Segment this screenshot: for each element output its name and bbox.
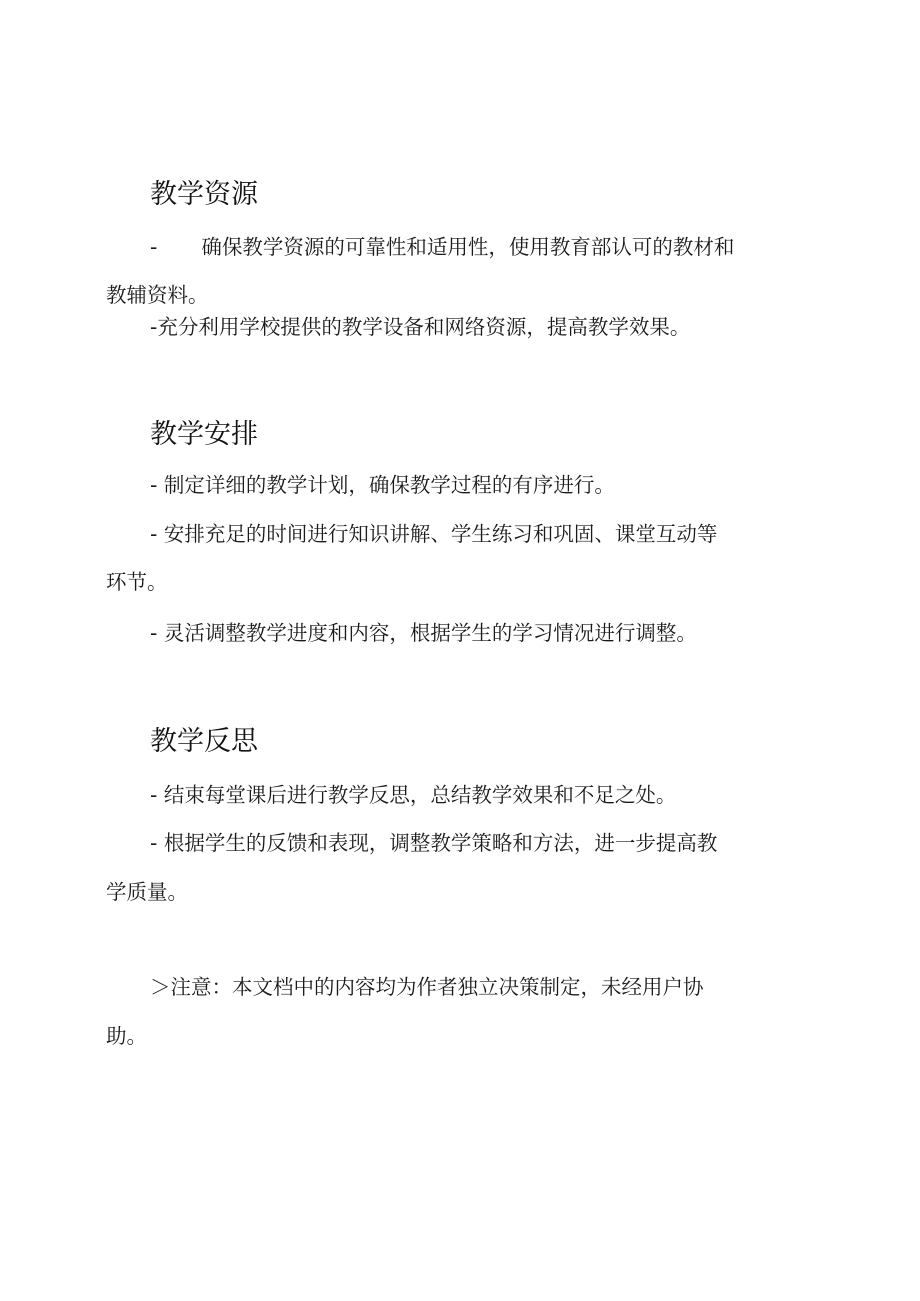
list-item-continuation: 环节。 — [106, 570, 168, 594]
section-heading-teaching-arrangement: 教学安排 — [150, 419, 258, 450]
list-dash: - — [150, 235, 158, 259]
list-item — [150, 232, 734, 262]
note-text: ＞注意：本文档中的内容均为作者独立决策制定，未经用户协 — [150, 975, 704, 999]
note-continuation: 助。 — [106, 1024, 147, 1048]
list-item: - 制定详细的教学计划，确保教学过程的有序进行。 — [150, 473, 615, 497]
list-item: - 安排充足的时间进行知识讲解、学生练习和巩固、课堂互动等 — [150, 522, 718, 546]
list-item-continuation: 学质量。 — [106, 880, 188, 904]
section-heading-teaching-resources: 教学资源 — [150, 179, 258, 210]
list-item: - 结束每堂课后进行教学反思，总结教学效果和不足之处。 — [150, 783, 677, 807]
list-item-continuation: 教辅资料。 — [106, 283, 209, 307]
section-heading-teaching-reflection: 教学反思 — [150, 726, 258, 757]
list-item: - 灵活调整教学进度和内容，根据学生的学习情况进行调整。 — [150, 621, 697, 645]
list-item: -充分利用学校提供的教学设备和网络资源，提高教学效果。 — [150, 315, 691, 339]
list-item: - 根据学生的反馈和表现，调整教学策略和方法，进一步提高教 — [150, 831, 718, 855]
list-item-text: 确保教学资源的可靠性和适用性，使用教育部认可的教材和 — [201, 235, 735, 259]
